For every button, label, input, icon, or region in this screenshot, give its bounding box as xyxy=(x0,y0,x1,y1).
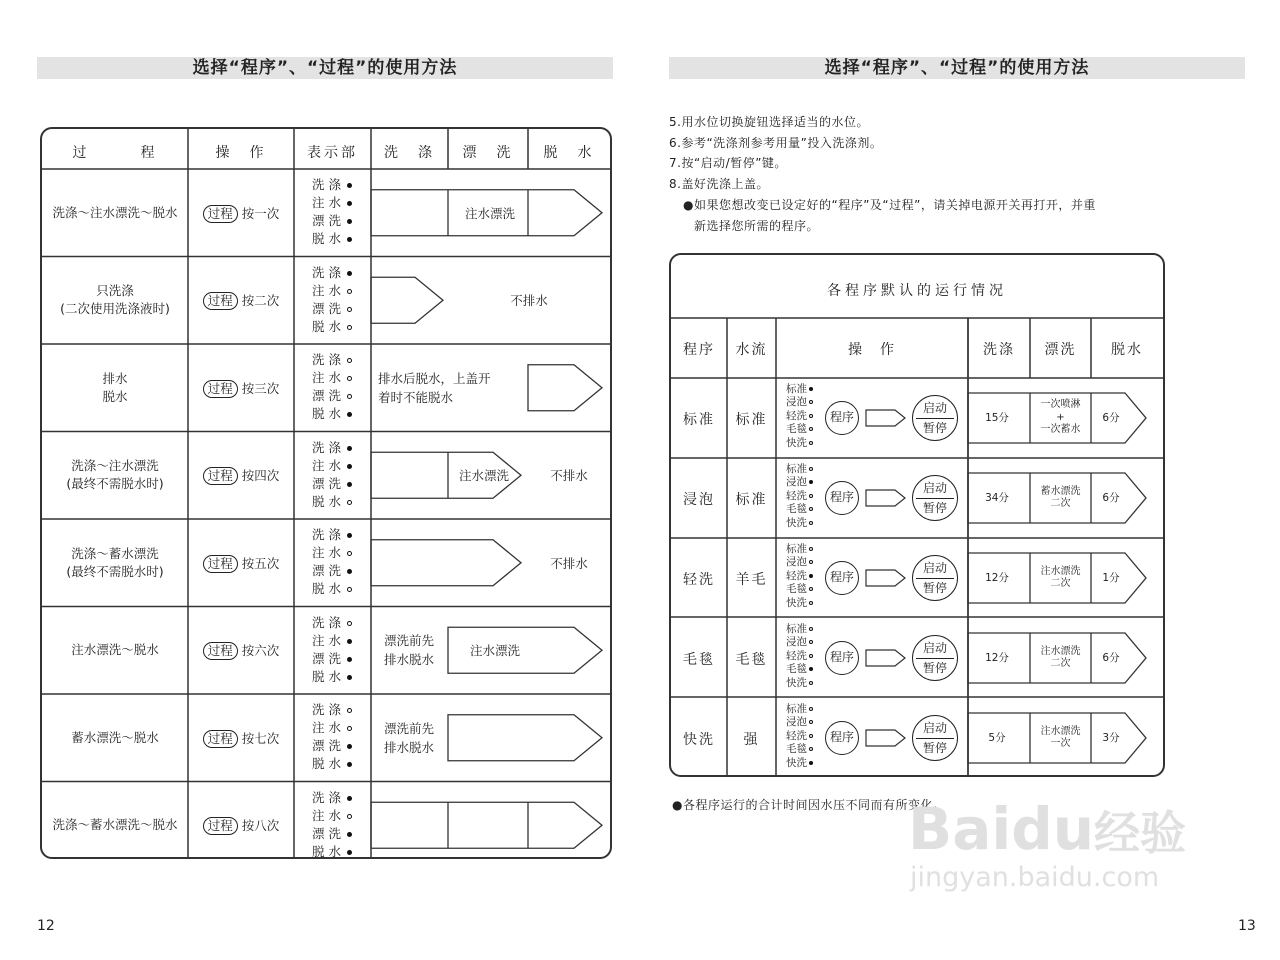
water-flow: 强 xyxy=(743,732,760,748)
start-pause-button-icon xyxy=(912,715,958,761)
step-arrow xyxy=(866,490,905,506)
indicator-dot xyxy=(809,720,813,724)
program-indicator-item: 快洗 xyxy=(786,517,826,530)
process-button-icon: 过程 xyxy=(203,730,238,748)
indicator-item: 脱 水 xyxy=(312,405,372,423)
start-pause-button-icon xyxy=(912,475,958,521)
indicator-item: 注 水 xyxy=(312,632,372,650)
process-name: 洗涤～注水漂洗 (最终不需脱水时) xyxy=(66,458,164,492)
indicator-item: 洗 涤 xyxy=(312,351,372,369)
process-button-icon: 过程 xyxy=(203,292,238,310)
indicator-dot xyxy=(809,400,813,404)
step-arrow xyxy=(866,730,905,746)
header-cell: 漂洗 xyxy=(1044,342,1077,358)
indicator-item: 漂 洗 xyxy=(312,650,372,668)
program-indicator-list xyxy=(786,463,826,530)
program-indicator-item: 毛毯 xyxy=(786,743,826,756)
program-button-icon: 程序 xyxy=(825,401,859,435)
process-name: 洗涤～蓄水漂洗 (最终不需脱水时) xyxy=(66,545,164,579)
indicator-item: 漂 洗 xyxy=(312,212,372,230)
left-page-title: 选择“程序”、“过程”的使用方法 xyxy=(37,57,613,79)
process-button-icon: 过程 xyxy=(203,817,238,835)
watermark-url: jingyan.baidu.com xyxy=(910,862,1160,893)
indicator-item: 洗 涤 xyxy=(312,789,372,807)
watermark-suffix: 经验 xyxy=(1094,806,1187,860)
program-name: 标准 xyxy=(683,412,715,428)
indicator-item: 注 水 xyxy=(312,457,372,475)
program-indicator-item: 标准 xyxy=(786,543,826,556)
indicator-item: 漂 洗 xyxy=(312,825,372,843)
indicator-dot xyxy=(809,640,813,644)
indicator-dot xyxy=(809,627,813,631)
page-number-right: 13 xyxy=(1238,918,1256,934)
indicator-dot xyxy=(809,667,813,671)
spin-time: 6分 xyxy=(1102,492,1120,504)
process-name: 蓄水漂洗～脱水 xyxy=(71,729,159,745)
indicator-dot xyxy=(809,601,813,605)
header-cell: 操 作 xyxy=(848,342,896,358)
press-count: 按七次 xyxy=(237,730,280,746)
indicator-item: 脱 水 xyxy=(312,318,372,336)
rinse-method: 注水漂洗 一次 xyxy=(1040,725,1081,749)
indicator-dot xyxy=(809,574,813,578)
indicator-dot xyxy=(809,734,813,738)
press-count: 按五次 xyxy=(237,555,280,571)
program-indicator-item: 浸泡 xyxy=(786,556,826,569)
step-arrow xyxy=(866,650,905,666)
indicator-item: 脱 水 xyxy=(312,580,372,598)
press-count: 按四次 xyxy=(237,468,280,484)
instruction-step: 6.参考“洗涤剂参考用量”投入洗涤剂。 xyxy=(669,135,883,150)
note-reset-cont: 新选择您所需的程序。 xyxy=(694,219,820,233)
arrow-label-2: 注水漂洗 xyxy=(469,643,520,659)
start-label: 启动 xyxy=(922,641,947,655)
indicator-item: 漂 洗 xyxy=(312,562,372,580)
indicator-item: 注 水 xyxy=(312,719,372,737)
press-count: 按六次 xyxy=(237,643,280,659)
indicator-item: 洗 涤 xyxy=(312,614,372,632)
header-cell: 操 作 xyxy=(215,145,267,161)
divider xyxy=(916,658,954,659)
indicator-item: 注 水 xyxy=(312,807,372,825)
program-indicator-item: 浸泡 xyxy=(786,716,826,729)
indicator-item: 洗 涤 xyxy=(312,701,372,719)
divider xyxy=(916,418,954,419)
note-time: ●各程序运行的合计时间因水压不同而有所变化。 xyxy=(672,798,946,812)
arrow-label: 注水漂洗 xyxy=(458,468,509,484)
indicator-item: 漂 洗 xyxy=(312,300,372,318)
rinse-method: 注水漂洗 二次 xyxy=(1040,565,1081,589)
note-reset: ●如果您想改变已设定好的“程序”及“过程”，请关掉电源开关再打开，并重 xyxy=(683,198,1096,212)
program-indicator-item: 毛毯 xyxy=(786,423,826,436)
indicator-dot xyxy=(809,681,813,685)
indicator-item: 脱 水 xyxy=(312,668,372,686)
indicator-item: 洗 涤 xyxy=(312,439,372,457)
indicator-dot xyxy=(809,467,813,471)
indicator-item: 注 水 xyxy=(312,544,372,562)
arrow-label: 不排水 xyxy=(510,293,548,309)
program-indicator-item: 标准 xyxy=(786,463,826,476)
indicator-dot xyxy=(809,494,813,498)
indicator-item: 脱 水 xyxy=(312,755,372,773)
divider xyxy=(916,498,954,499)
indicator-item: 洗 涤 xyxy=(312,526,372,544)
program-indicator-item: 毛毯 xyxy=(786,583,826,596)
program-indicator-list xyxy=(786,543,826,610)
program-indicator-item: 快洗 xyxy=(786,437,826,450)
page-number-left: 12 xyxy=(37,918,55,934)
step-arrow xyxy=(866,570,905,586)
program-indicator-list xyxy=(786,703,826,770)
header-cell: 水流 xyxy=(735,342,768,358)
program-indicator-item: 轻洗 xyxy=(786,490,826,503)
indicator-item: 洗 涤 xyxy=(312,264,372,282)
program-table-title: 各程序默认的运行情况 xyxy=(827,283,1007,299)
wash-time: 5分 xyxy=(988,732,1006,744)
start-label: 启动 xyxy=(922,401,947,415)
process-name: 注水漂洗～脱水 xyxy=(71,642,159,658)
divider xyxy=(916,578,954,579)
spin-time: 6分 xyxy=(1102,412,1120,424)
program-indicator-item: 轻洗 xyxy=(786,570,826,583)
start-pause-button-icon xyxy=(912,635,958,681)
process-button-icon: 过程 xyxy=(203,555,238,573)
header-cell: 洗涤 xyxy=(983,342,1015,358)
spin-time: 3分 xyxy=(1102,732,1120,744)
process-button-icon: 过程 xyxy=(203,642,238,660)
process-button-icon: 过程 xyxy=(203,205,238,223)
program-indicator-item: 毛毯 xyxy=(786,663,826,676)
program-indicator-item: 轻洗 xyxy=(786,410,826,423)
process-name: 洗涤～注水漂洗～脱水 xyxy=(52,204,178,220)
indicator-dot xyxy=(809,414,813,418)
indicator-dot xyxy=(809,427,813,431)
indicator-dot xyxy=(809,547,813,551)
wash-time: 15分 xyxy=(985,412,1009,424)
program-indicator-item: 标准 xyxy=(786,623,826,636)
program-indicator-list xyxy=(786,623,826,690)
program-indicator-item: 浸泡 xyxy=(786,636,826,649)
program-indicator-item: 浸泡 xyxy=(786,476,826,489)
indicator-item: 注 水 xyxy=(312,194,372,212)
start-pause-button-icon xyxy=(912,555,958,601)
wash-time: 12分 xyxy=(985,572,1009,584)
start-pause-button-icon xyxy=(912,395,958,441)
indicator-dot xyxy=(809,761,813,765)
process-name: 洗涤～蓄水漂洗～脱水 xyxy=(52,817,178,833)
program-indicator-item: 标准 xyxy=(786,703,826,716)
divider xyxy=(916,738,954,739)
indicator-dot xyxy=(809,441,813,445)
indicator-dot xyxy=(809,560,813,564)
water-flow: 羊毛 xyxy=(735,572,768,588)
indicator-item: 脱 水 xyxy=(312,493,372,511)
instruction-step: 7.按“启动/暂停”键。 xyxy=(669,156,787,170)
wash-time: 12分 xyxy=(985,652,1009,664)
arrow-label-2: 不排水 xyxy=(550,468,588,484)
program-indicator-item: 快洗 xyxy=(786,757,826,770)
pause-label: 暂停 xyxy=(922,421,947,435)
indicator-dot xyxy=(809,654,813,658)
header-cell: 漂 洗 xyxy=(462,145,514,161)
watermark-brand xyxy=(908,795,1186,863)
indicator-dot xyxy=(809,521,813,525)
press-count: 按八次 xyxy=(237,818,280,834)
instruction-step: 8.盖好洗涤上盖。 xyxy=(669,176,769,191)
indicator-dot xyxy=(809,587,813,591)
rinse-method: 注水漂洗 二次 xyxy=(1040,645,1081,669)
start-label: 启动 xyxy=(922,481,947,495)
indicator-dot xyxy=(809,707,813,711)
program-indicator-item: 浸泡 xyxy=(786,396,826,409)
step-arrow xyxy=(866,410,905,426)
process-name: 只洗涤 (二次使用洗涤液时) xyxy=(60,283,170,317)
header-cell: 脱 水 xyxy=(543,145,595,161)
process-name: 排水 脱水 xyxy=(102,370,128,404)
pause-label: 暂停 xyxy=(922,501,947,515)
indicator-item: 漂 洗 xyxy=(312,387,372,405)
indicator-dot xyxy=(809,387,813,391)
indicator-item: 脱 水 xyxy=(312,230,372,248)
program-indicator-item: 毛毯 xyxy=(786,503,826,516)
pause-label: 暂停 xyxy=(922,661,947,675)
water-flow: 毛毯 xyxy=(735,652,768,668)
process-button-icon: 过程 xyxy=(203,467,238,485)
spin-time: 1分 xyxy=(1102,572,1120,584)
indicator-dot xyxy=(809,747,813,751)
water-flow: 标准 xyxy=(735,492,768,508)
indicator-dot xyxy=(809,507,813,511)
spin-time: 6分 xyxy=(1102,652,1120,664)
press-count: 按二次 xyxy=(237,293,280,309)
press-count: 按一次 xyxy=(237,205,280,221)
program-name: 轻洗 xyxy=(683,572,715,588)
program-button-icon: 程序 xyxy=(825,481,859,515)
program-indicator-item: 快洗 xyxy=(786,597,826,610)
arrow-label: 漂洗前先 排水脱水 xyxy=(383,720,434,755)
process-button-icon: 过程 xyxy=(203,380,238,398)
indicator-item: 注 水 xyxy=(312,282,372,300)
indicator-item: 注 水 xyxy=(312,369,372,387)
header-cell: 程序 xyxy=(683,342,715,358)
program-name: 浸泡 xyxy=(683,492,715,508)
header-cell: 过 程 xyxy=(72,145,158,161)
program-indicator-item: 轻洗 xyxy=(786,650,826,663)
program-button-icon: 程序 xyxy=(825,721,859,755)
program-button-icon: 程序 xyxy=(825,561,859,595)
header-cell: 表示部 xyxy=(307,145,358,161)
pause-label: 暂停 xyxy=(922,581,947,595)
wash-time: 34分 xyxy=(985,492,1009,504)
indicator-item: 洗 涤 xyxy=(312,176,372,194)
indicator-item: 脱 水 xyxy=(312,843,372,861)
rinse-method: 一次喷淋 + 一次蓄水 xyxy=(1040,399,1081,436)
arrow-label: 注水漂洗 xyxy=(464,205,515,221)
program-button-icon: 程序 xyxy=(825,641,859,675)
arrow-label: 不排水 xyxy=(550,555,588,571)
press-count: 按三次 xyxy=(237,380,280,396)
program-indicator-item: 快洗 xyxy=(786,677,826,690)
program-indicator-list xyxy=(786,383,826,450)
indicator-dot xyxy=(809,480,813,484)
rinse-method: 蓄水漂洗 二次 xyxy=(1040,485,1081,509)
header-cell: 脱水 xyxy=(1111,342,1143,358)
program-name: 快洗 xyxy=(683,732,715,748)
right-page-title: 选择“程序”、“过程”的使用方法 xyxy=(669,57,1245,79)
program-name: 毛毯 xyxy=(683,652,715,668)
program-indicator-item: 标准 xyxy=(786,383,826,396)
watermark-brand-text: Baidu xyxy=(908,795,1095,863)
program-indicator-item: 轻洗 xyxy=(786,730,826,743)
water-flow: 标准 xyxy=(735,412,768,428)
start-label: 启动 xyxy=(922,721,947,735)
instruction-step: 5.用水位切换旋钮选择适当的水位。 xyxy=(669,115,869,129)
pause-label: 暂停 xyxy=(922,741,947,755)
arrow-label: 漂洗前先 排水脱水 xyxy=(383,633,434,668)
start-label: 启动 xyxy=(922,561,947,575)
arrow-label: 排水后脱水，上盖开 着时不能脱水 xyxy=(378,370,491,405)
indicator-item: 漂 洗 xyxy=(312,475,372,493)
indicator-item: 漂 洗 xyxy=(312,737,372,755)
header-cell: 洗 涤 xyxy=(384,145,435,161)
